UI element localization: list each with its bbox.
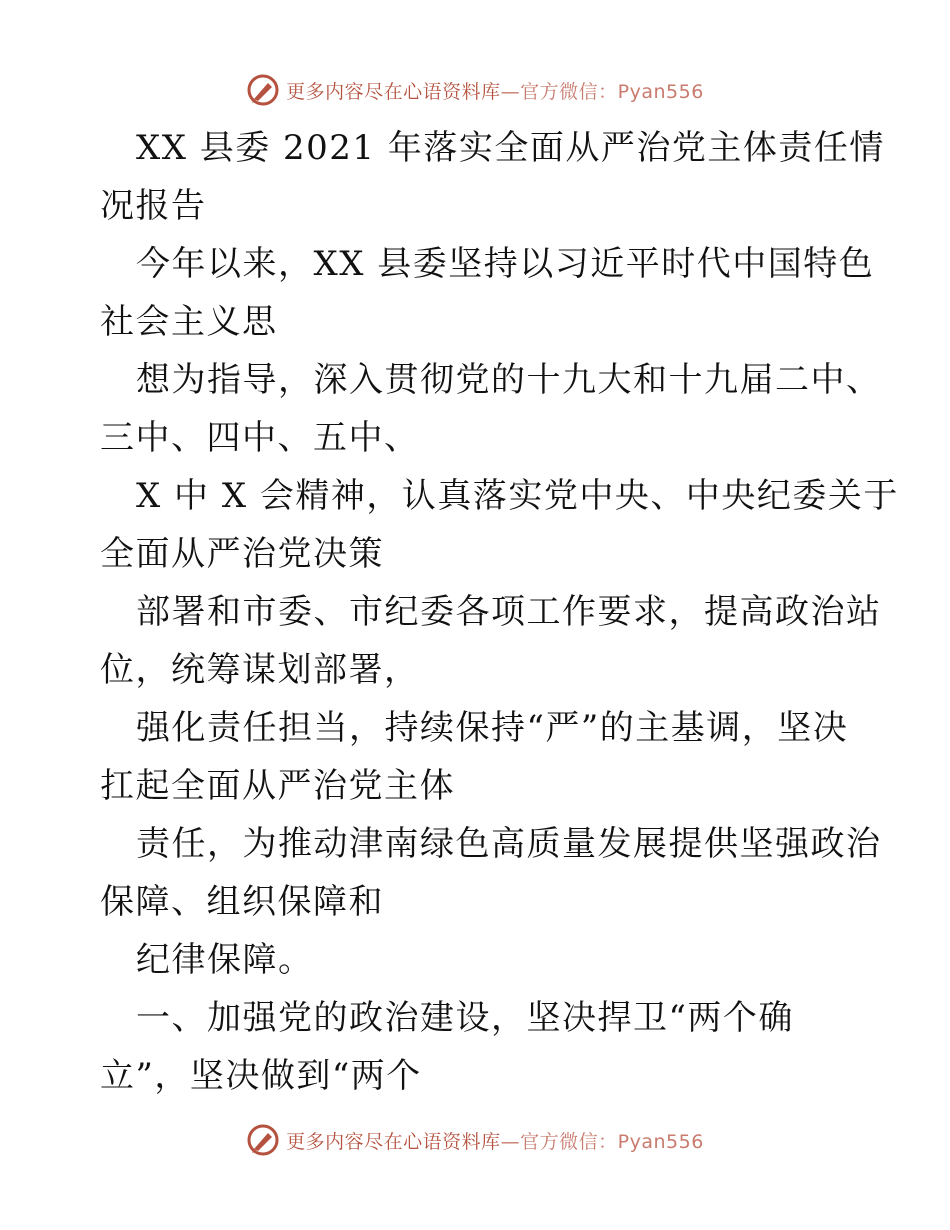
paragraph-line: 保障、组织保障和	[100, 882, 384, 922]
paragraph-line: 三中、四中、五中、	[100, 418, 420, 458]
title-line-1: XX 县委 2021 年落实全面从严治党主体责任情	[136, 128, 885, 168]
pen-logo-icon	[246, 1123, 280, 1157]
paragraph-line: X 中 X 会精神，认真落实党中央、中央纪委关于	[136, 476, 899, 516]
footer-watermark-text: 更多内容尽在心语资料库	[286, 1130, 501, 1153]
paragraph-line: 全面从严治党决策	[100, 534, 384, 574]
paragraph-line: 今年以来，XX 县委坚持以习近平时代中国特色	[136, 244, 875, 284]
pen-logo-icon	[246, 73, 280, 107]
footer-watermark	[0, 1120, 950, 1160]
footer-watermark-dash: —	[500, 1130, 521, 1153]
paragraph-line: 位，统筹谋划部署，	[100, 650, 420, 690]
section-heading-line-1: 一、加强党的政治建设，坚决捍卫“两个确	[136, 998, 794, 1038]
header-watermark	[0, 70, 950, 110]
paragraph-line: 责任，为推动津南绿色高质量发展提供坚强政治	[136, 824, 882, 864]
paragraph-line: 社会主义思	[100, 302, 278, 342]
header-watermark-suffix: 官方微信：Pyan556	[520, 80, 704, 103]
paragraph-line: 部署和市委、市纪委各项工作要求，提高政治站	[136, 592, 882, 632]
paragraph-line: 想为指导，深入贯彻党的十九大和十九届二中、	[136, 360, 882, 400]
footer-watermark-suffix: 官方微信：Pyan556	[520, 1130, 704, 1153]
title-line-2: 况报告	[100, 186, 207, 226]
section-heading-line-2: 立”，坚决做到“两个	[100, 1056, 422, 1096]
paragraph-line: 纪律保障。	[136, 940, 314, 980]
paragraph-line: 强化责任担当，持续保持“严”的主基调，坚决	[136, 708, 849, 748]
header-watermark-dash: —	[500, 80, 521, 103]
paragraph-line: 扛起全面从严治党主体	[100, 766, 455, 806]
header-watermark-text: 更多内容尽在心语资料库	[286, 80, 501, 103]
